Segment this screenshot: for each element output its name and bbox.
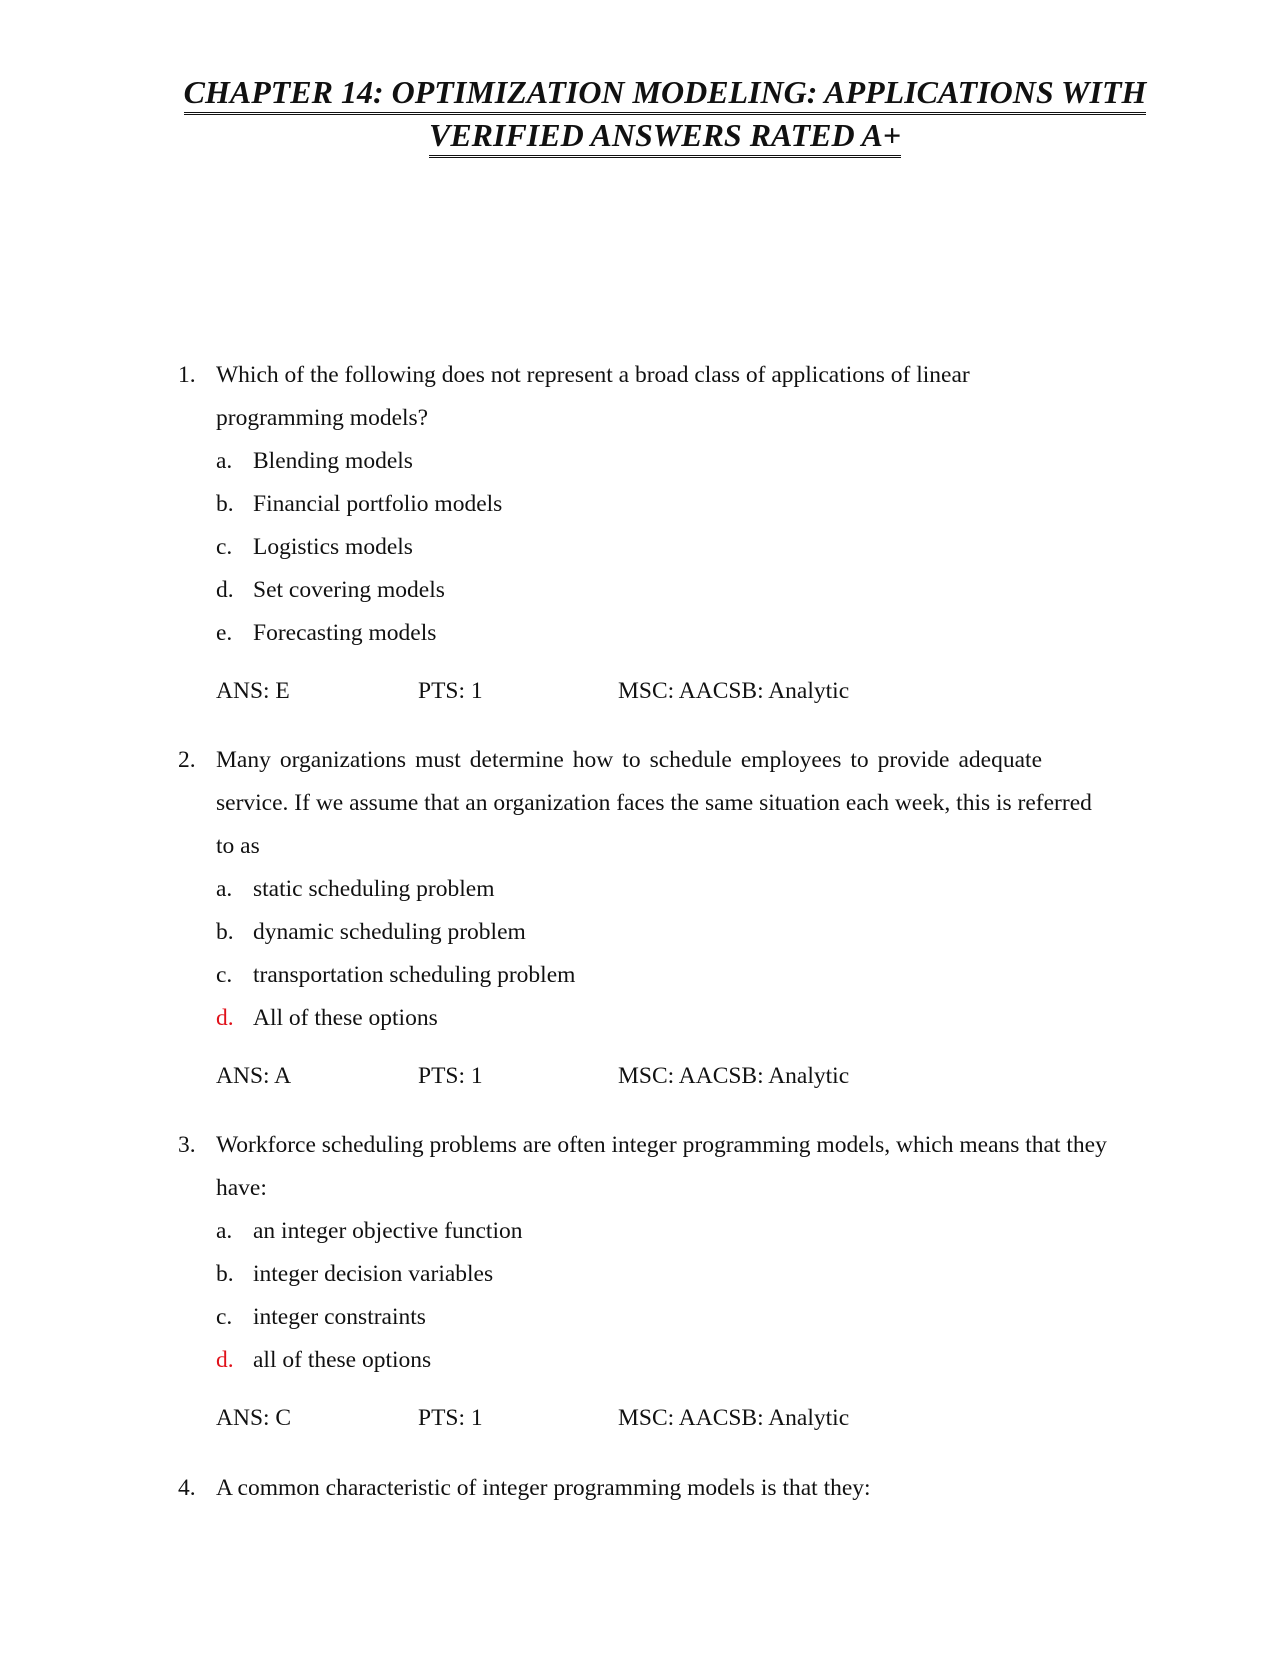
msc-tag: MSC: AACSB: Analytic (618, 1063, 850, 1089)
question-4 (178, 1467, 1178, 1510)
option-c (178, 1296, 1178, 1339)
answer-key: ANS: A (216, 1063, 292, 1089)
option-e (178, 612, 1178, 655)
option-letter-highlighted: d. (216, 1347, 234, 1373)
question-number: 2. (178, 747, 196, 773)
question-text: Which of the following does not represent a broad class of applications of linear (216, 362, 970, 388)
option-b (178, 1253, 1178, 1296)
question-text-continued: to as (216, 833, 260, 859)
msc-tag: MSC: AACSB: Analytic (618, 1405, 850, 1431)
option-letter: b. (216, 919, 234, 945)
question-3 (178, 1124, 1178, 1438)
question-number: 4. (178, 1475, 196, 1501)
answer-key: ANS: E (216, 678, 290, 704)
question-text-continued: have: (216, 1175, 267, 1201)
option-text: Financial portfolio models (253, 491, 503, 517)
option-text: integer decision variables (253, 1261, 494, 1287)
option-letter: a. (216, 876, 233, 902)
answer-meta (178, 1056, 1178, 1096)
question-text: Workforce scheduling problems are often integer programming models, which means that they (216, 1132, 1107, 1158)
option-letter: d. (216, 577, 234, 603)
msc-tag: MSC: AACSB: Analytic (618, 678, 850, 704)
question-text: Many organizations must determine how to schedule employees to provide adequate (216, 747, 1042, 773)
option-d (178, 1339, 1178, 1382)
option-text: static scheduling problem (253, 876, 495, 902)
option-text: Blending models (253, 448, 413, 474)
points: PTS: 1 (418, 1063, 483, 1089)
option-b (178, 911, 1178, 954)
title-line-1: CHAPTER 14: OPTIMIZATION MODELING: APPLICATIONS WITH (184, 72, 1147, 115)
answer-meta (178, 671, 1178, 711)
option-text: Forecasting models (253, 620, 437, 646)
option-letter: b. (216, 491, 234, 517)
option-text: integer constraints (253, 1304, 426, 1330)
option-letter: a. (216, 448, 233, 474)
option-text: Set covering models (253, 577, 445, 603)
title-line-2: VERIFIED ANSWERS RATED A+ (429, 115, 901, 158)
question-1 (178, 354, 1178, 711)
option-letter: c. (216, 534, 233, 560)
option-d (178, 997, 1178, 1040)
option-letter: c. (216, 1304, 233, 1330)
option-text: transportation scheduling problem (253, 962, 576, 988)
question-2 (178, 739, 1178, 1096)
option-c (178, 954, 1178, 997)
question-text-continued: service. If we assume that an organization faces the same situation each week, this is referred (216, 790, 1092, 816)
option-a (178, 440, 1178, 483)
points: PTS: 1 (418, 678, 483, 704)
option-letter: e. (216, 620, 233, 646)
question-number: 1. (178, 362, 196, 388)
option-letter: c. (216, 962, 233, 988)
option-text: Logistics models (253, 534, 413, 560)
points: PTS: 1 (418, 1405, 483, 1431)
option-c (178, 526, 1178, 569)
option-text: all of these options (253, 1347, 432, 1373)
question-text: A common characteristic of integer programming models is that they: (216, 1475, 871, 1501)
option-a (178, 1210, 1178, 1253)
answer-meta (178, 1398, 1178, 1438)
option-letter: b. (216, 1261, 234, 1287)
answer-key: ANS: C (216, 1405, 292, 1431)
option-text: an integer objective function (253, 1218, 523, 1244)
option-text: All of these options (253, 1005, 438, 1031)
chapter-title (150, 72, 1180, 158)
option-letter: a. (216, 1218, 233, 1244)
option-d (178, 569, 1178, 612)
question-number: 3. (178, 1132, 196, 1158)
option-letter-highlighted: d. (216, 1005, 234, 1031)
option-a (178, 868, 1178, 911)
option-text: dynamic scheduling problem (253, 919, 526, 945)
option-b (178, 483, 1178, 526)
question-text-continued: programming models? (216, 405, 429, 431)
